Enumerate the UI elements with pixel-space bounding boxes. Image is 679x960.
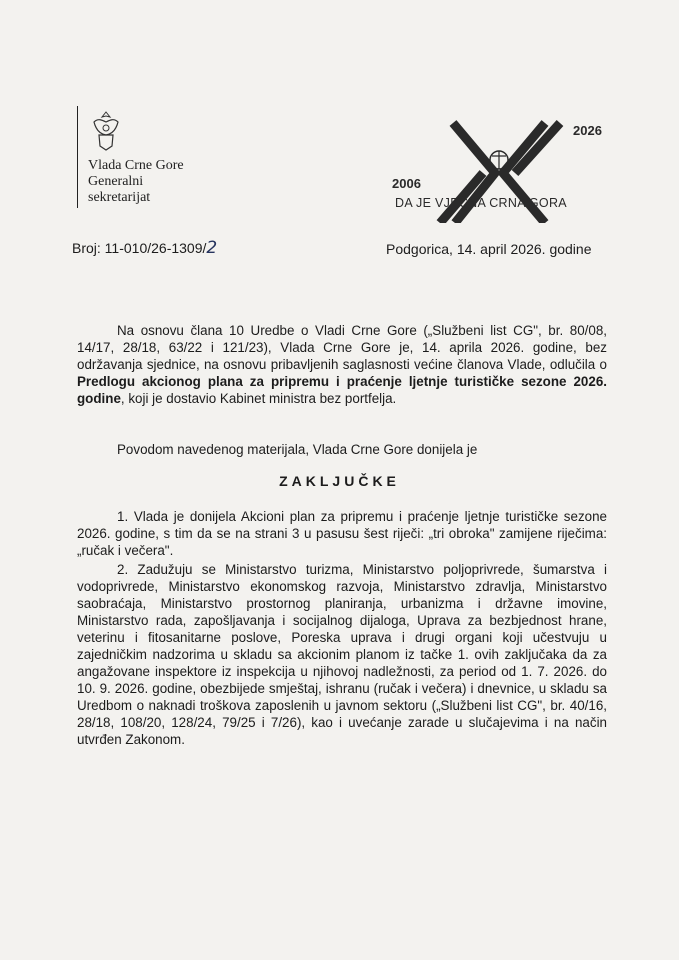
header-divider [77, 106, 78, 208]
document-date: Podgorica, 14. april 2026. godine [386, 241, 592, 257]
intro-bold-text: Predlogu akcionog plana za pripremu i praćenje ljetnje turističke sezone 2026. godine [77, 374, 607, 406]
gov-line-2: Generalni [88, 174, 144, 189]
intro-text: Na osnovu člana 10 Uredbe o Vladi Crne Gore („Službeni list CG", br. 80/08, 14/17, 28/18, 63/22 i 121/23), Vlada Crne Gore je, 14. aprila 2026. godine, bez održavanja sjednice, na osnovu pribavljenih saglasnosti većine članova Vlade, odlučila o [77, 323, 607, 372]
intro-paragraph [77, 322, 607, 407]
conclusion-1 [77, 508, 607, 559]
conclusion-1-text: 1. Vlada je donijela Akcioni plan za pripremu i praćenje ljetnje turističke sezone 2026. godine, s tim da se na strani 3 u pasusu šest riječi: „tri obroka" zamijene riječima: „ručak i večera". [77, 509, 607, 558]
logo-year-left: 2006 [392, 176, 421, 191]
reference-number [72, 238, 217, 258]
logo-year-right: 2026 [573, 123, 602, 138]
coat-of-arms-icon [88, 108, 124, 152]
logo-motto: DA JE VJEČNA CRNA GORA [395, 196, 567, 210]
handwritten-number: 2 [206, 238, 218, 258]
conclusion-2 [77, 561, 607, 748]
intro-end-text: , koji je dostavio Kabinet ministra bez portfelja. [120, 391, 397, 406]
gov-line-1: Vlada Crne Gore [88, 158, 184, 173]
povodom-line: Povodom navedenog materijala, Vlada Crne Gore donijela je [117, 442, 478, 457]
reference-label: Broj: 11-010/26-1309/ [72, 240, 207, 256]
gov-line-3: sekretarijat [88, 190, 151, 205]
conclusion-2-text: 2. Zadužuju se Ministarstvo turizma, Ministarstvo poljoprivrede, šumarstva i vodoprivrede, Ministarstvo ekonomskog razvoja, Ministarstvo zdravlja, Ministarstvo saobraćaja, Ministarstvo prostornog planiranja, urbanizma i državne imovine, Ministarstvo rada, zapošljavanja i socijalnog dijaloga, Uprava za bezbjednost hrane, veterinu i fitosanitarne poslove, Poreska uprava i drugi organi koji učestvuju u zajedničkim nadzorima u skladu sa akcionim planom iz tačke 1. ovih zaključaka da za angažovane inspektore iz inspekcija u njihovoj nadležnosti, za period od 1. 7. 2026. do 10. 9. 2026. godine, obezbijede smještaj, ishranu (ručak i večera) i dnevnice, u skladu sa Uredbom o naknadi troškova zaposlenih u javnom sektoru („Službeni list CG", br. 40/16, 28/18, 108/20, 128/24, 79/25 i 7/26), kao i uvećanje zarade u slučajevima i na način utvrđen Zakonom. [77, 562, 607, 747]
government-name [88, 158, 184, 206]
conclusions-heading: ZAKLJUČKE [279, 473, 400, 489]
